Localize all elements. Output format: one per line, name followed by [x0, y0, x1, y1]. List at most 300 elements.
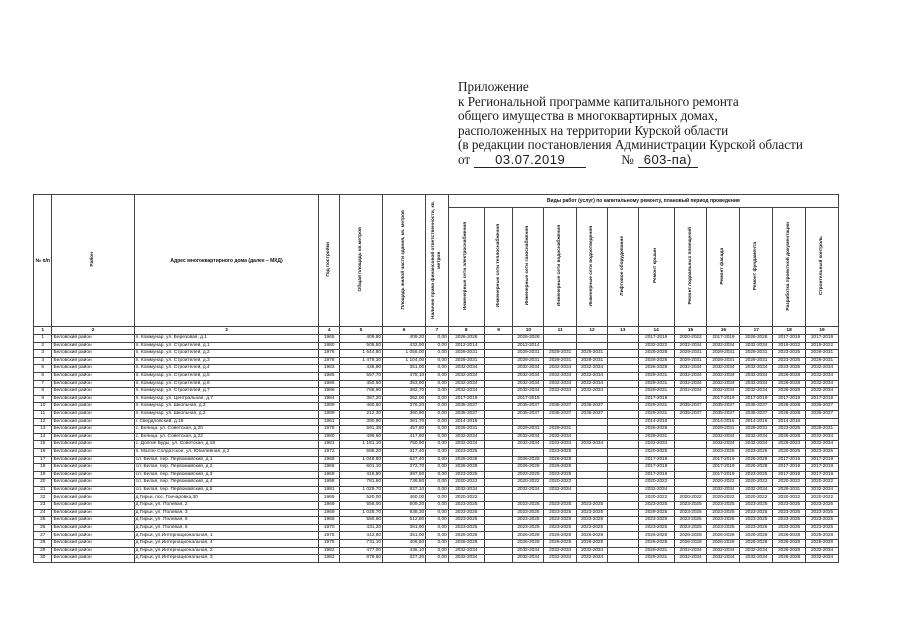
table-cell: д.Гирьи, ул. Полевая, 2: [134, 502, 319, 510]
table-cell: Беловский район: [52, 418, 134, 426]
table-cell: 2023-2025: [773, 365, 806, 373]
table-cell: 412,60: [339, 532, 382, 540]
table-cell: 2032-2034: [707, 388, 740, 396]
table-cell: 0,00: [426, 456, 449, 464]
table-cell: 1972: [319, 448, 340, 456]
table-cell: [674, 433, 707, 441]
table-cell: 750,90: [383, 441, 426, 449]
table-cell: 0,00: [426, 365, 449, 373]
table-cell: [577, 395, 608, 403]
table-cell: 23: [34, 502, 52, 510]
table-row: [34, 555, 839, 563]
table-cell: [674, 486, 707, 494]
table-cell: 2020-2022: [740, 494, 773, 502]
column-number: 6: [383, 327, 426, 335]
table-cell: 2017-2019: [513, 395, 544, 403]
table-cell: 4: [34, 357, 52, 365]
table-cell: 2029-2031: [806, 426, 839, 434]
table-cell: 1961: [319, 418, 340, 426]
table-cell: [484, 342, 513, 350]
table-cell: 2032-2034: [448, 441, 484, 449]
table-cell: 2032-2034: [674, 555, 707, 563]
col-header: Инженерные сети электроснабжения: [448, 208, 484, 327]
table-cell: 2029-2031: [638, 403, 674, 411]
table-cell: 7: [34, 380, 52, 388]
table-cell: [484, 410, 513, 418]
table-cell: 2032-2034: [806, 486, 839, 494]
table-cell: 18: [34, 464, 52, 472]
table-cell: [484, 372, 513, 380]
table-cell: 2023-2025: [740, 471, 773, 479]
table-cell: 2032-2034: [707, 433, 740, 441]
table-row: [34, 448, 839, 456]
col-header: Инженерные сети водоотведения: [577, 208, 608, 327]
table-cell: Беловский район: [52, 433, 134, 441]
table-cell: 2032-2034: [544, 486, 577, 494]
table-cell: 2032-2034: [740, 555, 773, 563]
table-cell: 2032-2034: [513, 486, 544, 494]
column-number: 15: [674, 327, 707, 335]
table-cell: 409,80: [339, 335, 382, 343]
table-cell: г. Свердловский, д.18: [134, 418, 319, 426]
table-cell: 2017-2019: [638, 335, 674, 343]
table-cell: 2032-2034: [674, 365, 707, 373]
table-cell: 2032-2034: [740, 547, 773, 555]
table-cell: [544, 342, 577, 350]
table-cell: 1 038,70: [339, 509, 382, 517]
table-cell: 2026-2028: [773, 388, 806, 396]
table-cell: 2035-2037: [740, 403, 773, 411]
table-cell: 2032-2034: [513, 433, 544, 441]
table-cell: 2023-2025: [638, 502, 674, 510]
table-cell: 2017-2019: [448, 395, 484, 403]
table-cell: Беловский район: [52, 441, 134, 449]
table-cell: 0,00: [426, 547, 449, 555]
table-cell: 0,00: [426, 448, 449, 456]
table-cell: 2029-2031: [638, 388, 674, 396]
table-cell: 2017-2019: [773, 456, 806, 464]
table-cell: Беловский район: [52, 471, 134, 479]
col-header: Лифтовое оборудование: [607, 208, 638, 327]
table-cell: 22: [34, 494, 52, 502]
table-cell: Беловский район: [52, 403, 134, 411]
table-cell: 2032-2034: [674, 547, 707, 555]
table-cell: 11: [34, 410, 52, 418]
table-cell: 2020-2022: [448, 494, 484, 502]
table-cell: [607, 502, 638, 510]
table-cell: 2032-2034: [544, 555, 577, 563]
program-table: [33, 194, 839, 563]
table-cell: 1 479,30: [339, 357, 382, 365]
table-cell: 2032-2034: [577, 555, 608, 563]
heading-line: расположенных на территории Курской области: [458, 122, 729, 138]
table-cell: [607, 372, 638, 380]
table-cell: [544, 335, 577, 343]
table-cell: [607, 342, 638, 350]
works-group-header: Виды работ (услуг) по капитальному ремонту, плановый период проведения: [448, 195, 838, 208]
table-cell: 2035-2037: [448, 403, 484, 411]
table-cell: [607, 479, 638, 487]
table-cell: 0,00: [426, 335, 449, 343]
table-cell: 0,00: [426, 471, 449, 479]
table-cell: 30: [34, 555, 52, 563]
table-cell: 29: [34, 547, 52, 555]
table-cell: 2029-2031: [544, 350, 577, 358]
table-cell: 2032-2034: [544, 547, 577, 555]
table-cell: [577, 479, 608, 487]
table-cell: [513, 418, 544, 426]
table-row: [34, 517, 839, 525]
table-cell: 2029-2031: [806, 357, 839, 365]
table-row: [34, 403, 839, 411]
table-cell: [484, 441, 513, 449]
table-cell: 13: [34, 426, 52, 434]
table-cell: 2017-2019: [638, 456, 674, 464]
table-cell: 736,80: [383, 479, 426, 487]
column-number: 11: [544, 327, 577, 335]
table-cell: [577, 494, 608, 502]
table-cell: 1983: [319, 365, 340, 373]
table-cell: 2032-2034: [740, 441, 773, 449]
table-cell: 2026-2028: [544, 456, 577, 464]
table-cell: 2029-2031: [674, 350, 707, 358]
heading-line: Приложение: [458, 79, 529, 94]
table-cell: 2032-2034: [806, 388, 839, 396]
table-cell: 2029-2031: [544, 357, 577, 365]
table-cell: 27: [34, 532, 52, 540]
table-cell: Беловский район: [52, 456, 134, 464]
table-cell: 2035-2037: [707, 403, 740, 411]
table-cell: 2023-2025: [806, 448, 839, 456]
table-cell: 382,70: [383, 388, 426, 396]
col-header: Общая площадь кв.метров: [339, 195, 382, 327]
table-cell: 2029-2031: [638, 555, 674, 563]
col-header: Адрес многоквартирного дома (далее – МКД): [134, 195, 319, 327]
table-cell: сл. Белая, пер. Первомайский, д.1: [134, 456, 319, 464]
table-cell: 2026-2028: [707, 540, 740, 548]
table-cell: 2032-2034: [448, 380, 484, 388]
column-number: 19: [806, 327, 839, 335]
table-cell: 2032-2034: [740, 486, 773, 494]
table-cell: 2023-2025: [448, 524, 484, 532]
table-cell: 2017-2019: [707, 456, 740, 464]
table-cell: 2032-2034: [674, 372, 707, 380]
table-cell: 2029-2031: [513, 426, 544, 434]
table-cell: 2029-2031: [448, 350, 484, 358]
table-cell: 1 056,00: [383, 350, 426, 358]
table-cell: 2035-2037: [513, 410, 544, 418]
table-cell: 2017-2019: [707, 335, 740, 343]
table-cell: 317,40: [383, 448, 426, 456]
table-cell: 2017-2019: [773, 335, 806, 343]
table-cell: 2023-2025: [707, 502, 740, 510]
table-cell: [607, 494, 638, 502]
table-cell: 2029-2031: [707, 357, 740, 365]
table-cell: 2023-2025: [544, 448, 577, 456]
table-cell: 2023-2025: [773, 524, 806, 532]
table-cell: 1968: [319, 471, 340, 479]
table-row: [34, 418, 839, 426]
table-cell: 9: [34, 395, 52, 403]
table-cell: 2026-2028: [513, 540, 544, 548]
table-cell: с. Белица, ул. Советская, д.22: [134, 433, 319, 441]
table-cell: 361,70: [383, 418, 426, 426]
table-row: [34, 365, 839, 373]
table-cell: п. Коммунар, ул. Строителей, д.2: [134, 350, 319, 358]
table-cell: 3: [34, 350, 52, 358]
table-cell: 2029-2031: [806, 350, 839, 358]
col-header: № п/п: [34, 195, 52, 327]
table-cell: 2017-2019: [740, 395, 773, 403]
table-cell: [607, 532, 638, 540]
table-cell: 2023-2025: [448, 448, 484, 456]
table-cell: 2026-2028: [638, 532, 674, 540]
table-cell: 2023-2025: [674, 502, 707, 510]
table-cell: 2020-2025: [638, 448, 674, 456]
table-cell: 372,70: [383, 464, 426, 472]
table-cell: 2032-2034: [513, 388, 544, 396]
table-cell: [484, 448, 513, 456]
table-cell: 2023-2025: [806, 509, 839, 517]
table-cell: [607, 350, 638, 358]
table-cell: 2029-2031: [513, 350, 544, 358]
table-cell: Беловский район: [52, 410, 134, 418]
table-cell: 2023-2025: [544, 502, 577, 510]
table-cell: 6: [34, 372, 52, 380]
table-cell: [577, 464, 608, 472]
table-row: [34, 540, 839, 548]
col-header: Ремонт фундамента: [740, 208, 773, 327]
table-cell: [577, 418, 608, 426]
table-cell: 2023-2025: [577, 502, 608, 510]
table-cell: 2020-2022: [707, 494, 740, 502]
table-cell: 2032-2034: [806, 380, 839, 388]
table-cell: 2029-2031: [674, 357, 707, 365]
table-cell: 2026-2028: [638, 426, 674, 434]
table-cell: 2029-2031: [448, 357, 484, 365]
table-cell: с. Белица, ул. Советская, д.20: [134, 426, 319, 434]
table-cell: 2032-2034: [806, 555, 839, 563]
table-cell: сл. Белая, пер. Первомайский, д.3: [134, 471, 319, 479]
table-cell: 2026-2028: [674, 532, 707, 540]
table-cell: 2032-2034: [740, 372, 773, 380]
table-row: [34, 532, 839, 540]
table-row: [34, 547, 839, 555]
table-cell: 1976: [319, 350, 340, 358]
table-cell: 2026-2028: [740, 456, 773, 464]
table-row: [34, 494, 839, 502]
table-cell: п. Коммунар, ул. Строителей, д.4: [134, 365, 319, 373]
table-cell: Беловский район: [52, 448, 134, 456]
table-cell: [484, 471, 513, 479]
table-row: [34, 380, 839, 388]
column-number: 1: [34, 327, 52, 335]
table-cell: 2014-2016: [740, 418, 773, 426]
table-cell: 361,90: [383, 524, 426, 532]
table-cell: [484, 532, 513, 540]
table-cell: Беловский район: [52, 365, 134, 373]
table-cell: 0,00: [426, 494, 449, 502]
table-cell: Беловский район: [52, 517, 134, 525]
table-cell: 837,10: [383, 486, 426, 494]
table-cell: 2019-2022: [806, 342, 839, 350]
table-cell: 2026-2028: [577, 540, 608, 548]
table-row: [34, 342, 839, 350]
table-cell: [607, 486, 638, 494]
table-cell: 601,10: [339, 464, 382, 472]
table-cell: 627,40: [383, 456, 426, 464]
table-cell: 432,90: [383, 342, 426, 350]
table-cell: 2035-2037: [544, 403, 577, 411]
table-cell: 781,60: [339, 479, 382, 487]
table-cell: 2017-2019: [707, 464, 740, 472]
table-cell: [484, 456, 513, 464]
table-cell: Беловский район: [52, 395, 134, 403]
table-cell: 2026-2028: [513, 464, 544, 472]
table-cell: п. Коммунар, ул. Школьная, д.3: [134, 403, 319, 411]
table-cell: [484, 433, 513, 441]
table-cell: 2023-2025: [773, 357, 806, 365]
table-cell: [484, 464, 513, 472]
table-cell: 2026-2028: [577, 532, 608, 540]
table-cell: 2020-2022: [513, 479, 544, 487]
table-cell: 2023-2025: [448, 517, 484, 525]
table-cell: 431,20: [339, 524, 382, 532]
table-cell: 0,00: [426, 555, 449, 563]
table-cell: 2032-2034: [513, 380, 544, 388]
number-prefix: №: [621, 151, 634, 167]
table-cell: 2026-2028: [773, 540, 806, 548]
table-cell: 2017-2019: [638, 464, 674, 472]
table-cell: Беловский район: [52, 555, 134, 563]
table-cell: [607, 365, 638, 373]
table-cell: 12: [34, 418, 52, 426]
table-cell: 2032-2034: [448, 486, 484, 494]
table-cell: 2032-2034: [544, 380, 577, 388]
table-cell: 2017-2019: [806, 471, 839, 479]
table-cell: [484, 486, 513, 494]
table-cell: 556,00: [339, 502, 382, 510]
table-cell: [577, 456, 608, 464]
table-cell: 2032-2034: [448, 388, 484, 396]
table-cell: 2017-2019: [638, 471, 674, 479]
table-row: [34, 395, 839, 403]
table-row: [34, 335, 839, 343]
table-cell: 2023-2025: [740, 502, 773, 510]
table-cell: [484, 395, 513, 403]
table-cell: 2035-2037: [513, 403, 544, 411]
table-cell: [607, 524, 638, 532]
table-cell: 0,00: [426, 502, 449, 510]
table-cell: Беловский район: [52, 388, 134, 396]
col-header: Инженерные сети газоснабжения: [513, 208, 544, 327]
table-cell: 2023-2025: [707, 517, 740, 525]
table-cell: д.Гирьи, ул.Интернациональная, 4: [134, 540, 319, 548]
table-cell: [484, 403, 513, 411]
table-row: [34, 502, 839, 510]
table-cell: 28: [34, 540, 52, 548]
col-header: Наличие права финансовой ответственности, кв. метров: [426, 195, 449, 327]
table-cell: [607, 547, 638, 555]
table-cell: 2032-2034: [448, 372, 484, 380]
table-cell: п. Малое Солдатское, ул. Юбилейная, д.2: [134, 448, 319, 456]
table-cell: 2023-2025: [448, 502, 484, 510]
table-cell: 2035-2037: [707, 410, 740, 418]
table-cell: 0,00: [426, 426, 449, 434]
table-cell: 436,10: [383, 547, 426, 555]
table-cell: 25: [34, 517, 52, 525]
table-cell: 1970: [319, 524, 340, 532]
table-cell: 2012-2014: [513, 342, 544, 350]
table-cell: 2032-2034: [674, 388, 707, 396]
table-cell: 19: [34, 471, 52, 479]
table-cell: 2020-2022: [806, 479, 839, 487]
table-cell: [484, 517, 513, 525]
table-cell: 2029-2031: [638, 372, 674, 380]
table-cell: 2019-2022: [773, 342, 806, 350]
table-cell: 2032-2034: [577, 388, 608, 396]
date-number-line: [458, 153, 878, 168]
table-cell: 512,80: [383, 517, 426, 525]
table-cell: 21: [34, 486, 52, 494]
table-row: [34, 357, 839, 365]
table-cell: 2032-2034: [638, 441, 674, 449]
heading-line: к Региональной программе капитального ремонта: [458, 93, 739, 109]
table-cell: 2026-2028: [448, 335, 484, 343]
table-cell: 460,60: [339, 403, 382, 411]
heading-line: (в редакции постановления Администрации Курской области: [458, 137, 803, 153]
table-row: [34, 426, 839, 434]
col-header: Строительный контроль: [806, 208, 839, 327]
table-cell: 2026-2028: [513, 532, 544, 540]
table-cell: [577, 486, 608, 494]
table-row: [34, 410, 839, 418]
table-cell: 2032-2034: [740, 388, 773, 396]
table-cell: [484, 502, 513, 510]
table-cell: Беловский район: [52, 494, 134, 502]
table-cell: 390,90: [339, 418, 382, 426]
table-cell: 2032-2034: [513, 372, 544, 380]
table-cell: 2020-2022: [740, 479, 773, 487]
table-cell: [513, 494, 544, 502]
table-cell: д.Гирьи, ул. Полевая, 3: [134, 509, 319, 517]
table-cell: Беловский район: [52, 547, 134, 555]
table-cell: 1986: [319, 380, 340, 388]
col-header: Ремонт фасада: [707, 208, 740, 327]
table-cell: д.Гирьи, ул.Интернациональная, 1: [134, 532, 319, 540]
table-cell: с. Долгие Буды, ул. Советская, д.18: [134, 441, 319, 449]
table-cell: 768,90: [339, 388, 382, 396]
table-cell: 0,00: [426, 380, 449, 388]
column-number: 8: [448, 327, 484, 335]
table-cell: 1989: [319, 410, 340, 418]
table-cell: 2032-2034: [544, 365, 577, 373]
table-cell: 2023-2025: [806, 524, 839, 532]
table-cell: [513, 448, 544, 456]
table-cell: 1 644,80: [339, 350, 382, 358]
table-cell: сл. Белая, пер. Первомайский, д.4: [134, 479, 319, 487]
table-cell: [484, 357, 513, 365]
column-number: 10: [513, 327, 544, 335]
table-cell: 2026-2028: [773, 410, 806, 418]
table-cell: 2023-2025: [513, 517, 544, 525]
table-cell: 2023-2025: [577, 517, 608, 525]
table-cell: 2023-2025: [544, 471, 577, 479]
table-cell: 2014-2016: [707, 418, 740, 426]
table-cell: 2023-2025: [740, 517, 773, 525]
table-cell: 2023-2025: [577, 509, 608, 517]
col-header: Разработка проектной документации: [773, 208, 806, 327]
